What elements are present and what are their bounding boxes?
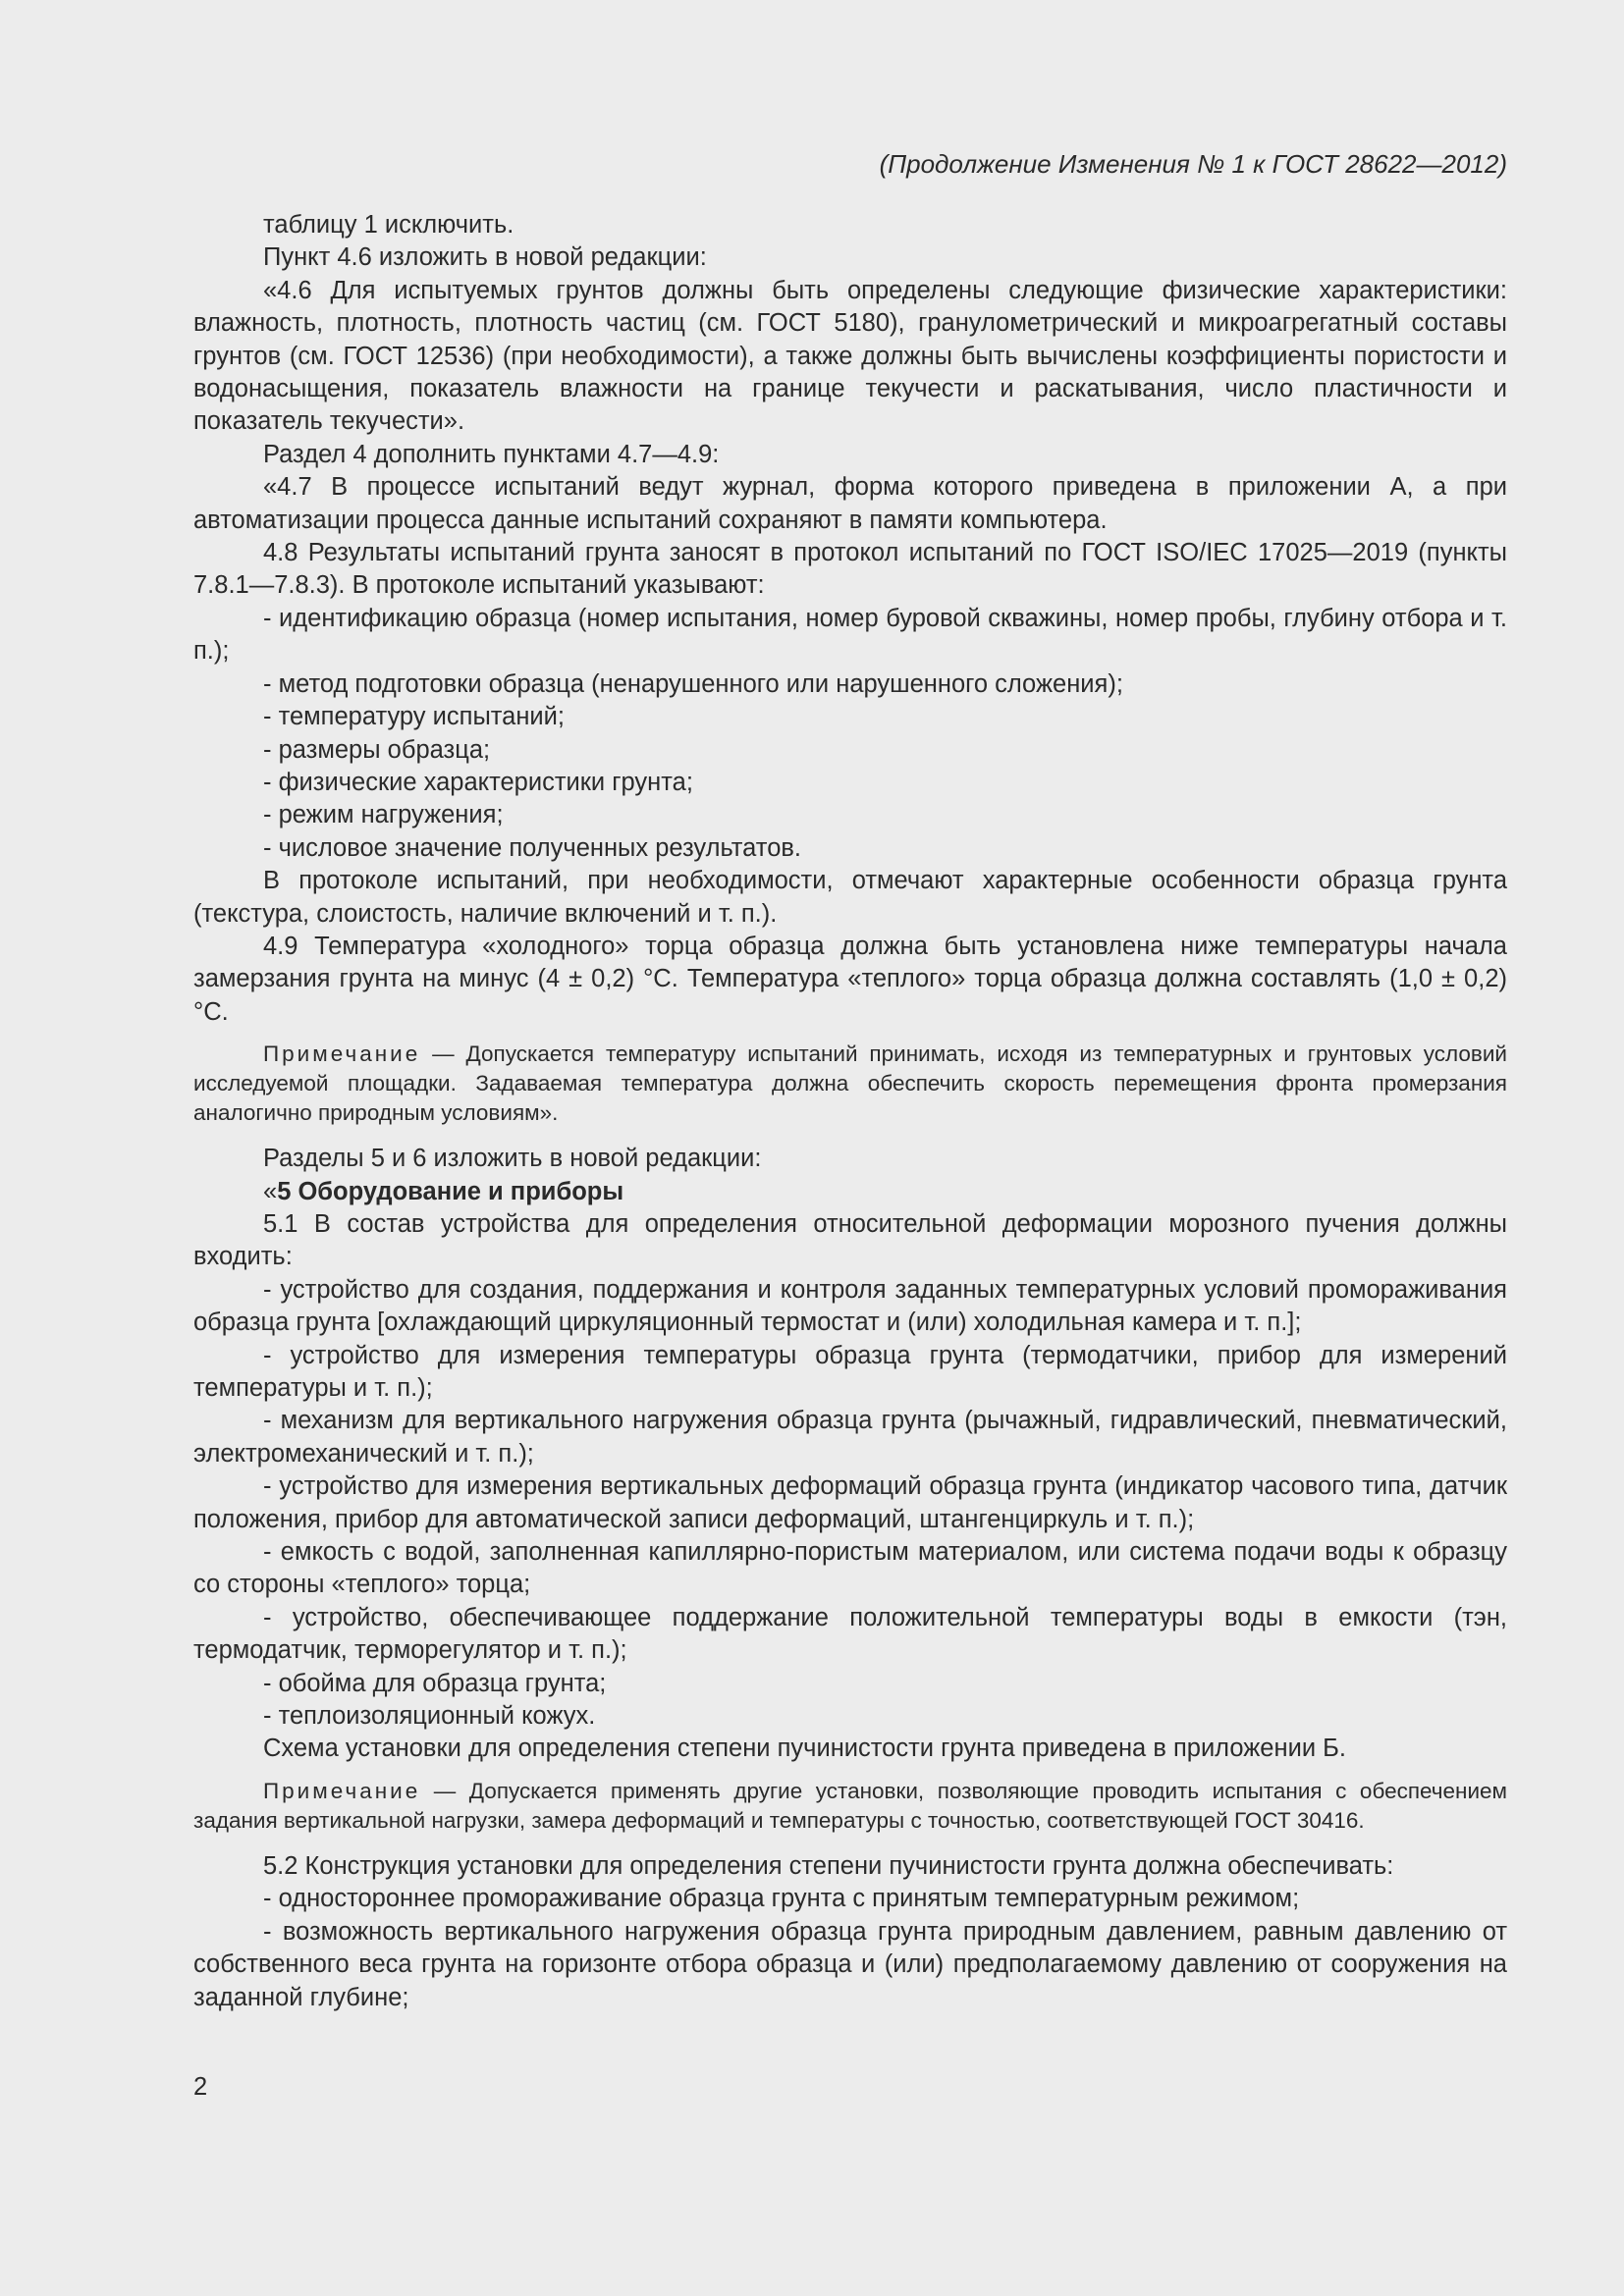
list-item: - размеры образца; bbox=[263, 735, 491, 764]
list-item: - возможность вертикального нагружения образца грунта природным давлением, равным давлению от собственного веса грунта на горизонте отбора образца и (или) предполагаемому давлению от сооружения на заданной глубине; bbox=[193, 1917, 1507, 2011]
note-text: — Допускается температуру испытаний принимать, исходя из температурных и грунтовых условий исследуемой площадки. Задаваемая температура должна обеспечить скорость перемещения фронта промерзания аналогично природным условиям». bbox=[193, 1041, 1507, 1126]
list-item: - устройство для измерения вертикальных деформаций образца грунта (индикатор часового типа, датчик положения, прибор для автоматической записи деформаций, штангенциркуль и т. п.); bbox=[193, 1472, 1507, 1533]
paragraph: «4.7 В процессе испытаний ведут журнал, форма которого приведена в приложении А, а при автоматизации процесса данные испытаний сохраняют в памяти компьютера. bbox=[193, 473, 1507, 534]
page-number: 2 bbox=[193, 2073, 208, 2101]
note-label: Примечание bbox=[263, 1041, 421, 1067]
list-item: - емкость с водой, заполненная капиллярно-пористым материалом, или система подачи воды к образцу со стороны «теплого» торца; bbox=[193, 1538, 1507, 1599]
list-item: - режим нагружения; bbox=[263, 801, 504, 829]
paragraph: «4.6 Для испытуемых грунтов должны быть определены следующие физические характеристики: влажность, плотность, плотность частиц (см. ГОСТ 5180), гранулометрический и микроагрегатный составы грунтов (см. ГОСТ 12536) (при необходимости), а также должны быть вычислены коэффициенты пористости и водонасыщения, показатель влажности на границе текучести и раскатывания, число пластичности и показатель текучести». bbox=[193, 276, 1507, 436]
paragraph: таблицу 1 исключить. bbox=[263, 211, 514, 239]
list-item: - одностороннее промораживание образца грунта с принятым температурным режимом; bbox=[263, 1885, 1300, 1913]
list-item: - теплоизоляционный кожух. bbox=[263, 1702, 596, 1731]
list-item: - механизм для вертикального нагружения образца грунта (рычажный, гидравлический, пневматический, электромеханический и т. п.); bbox=[193, 1407, 1507, 1468]
section-heading bbox=[193, 1176, 1507, 1208]
note-text: — Допускается применять другие установки, позволяющие проводить испытания с обеспечением задания вертикальной нагрузки, замера деформаций и температуры с точностью, соответствующей ГОСТ 30416. bbox=[193, 1778, 1507, 1833]
paragraph: В протоколе испытаний, при необходимости, отмечают характерные особенности образца грунта (текстура, слоистость, наличие включений и т. п.). bbox=[193, 867, 1507, 928]
list-item: - температуру испытаний; bbox=[263, 703, 565, 731]
list-item: - устройство, обеспечивающее поддержание положительной температуры воды в емкости (тэн, термодатчик, терморегулятор и т. п.); bbox=[193, 1603, 1507, 1665]
list-item: - устройство для измерения температуры образца грунта (термодатчики, прибор для измерений температуры и т. п.); bbox=[193, 1341, 1507, 1402]
body-text bbox=[193, 209, 1507, 1029]
paragraph: 4.8 Результаты испытаний грунта заносят в протокол испытаний по ГОСТ ISO/IEC 17025—2019 (пункты 7.8.1—7.8.3). В протоколе испытаний указывают: bbox=[193, 539, 1507, 600]
paragraph: Разделы 5 и 6 изложить в новой редакции: bbox=[263, 1145, 762, 1173]
list-item: - устройство для создания, поддержания и контроля заданных температурных условий промораживания образца грунта [охлаждающий циркуляционный термостат и (или) холодильная камера и т. п.]; bbox=[193, 1275, 1507, 1337]
page-header: (Продолжение Изменения № 1 к ГОСТ 28622—2012) bbox=[879, 149, 1507, 179]
body-text bbox=[193, 1143, 1507, 1766]
note-2 bbox=[193, 1777, 1507, 1836]
paragraph: Раздел 4 дополнить пунктами 4.7—4.9: bbox=[263, 440, 720, 468]
paragraph: 5.2 Конструкция установки для определения степени пучинистости грунта должна обеспечивать: bbox=[263, 1851, 1394, 1880]
paragraph: Пункт 4.6 изложить в новой редакции: bbox=[263, 243, 707, 272]
list-item: - обойма для образца грунта; bbox=[263, 1669, 607, 1697]
list-item: - числовое значение полученных результатов. bbox=[263, 833, 802, 862]
document-page bbox=[193, 147, 1507, 2014]
note-1 bbox=[193, 1040, 1507, 1128]
heading-quote: « bbox=[263, 1177, 278, 1205]
body-text bbox=[193, 1850, 1507, 2014]
list-item: - метод подготовки образца (ненарушенного или нарушенного сложения); bbox=[263, 669, 1123, 698]
heading-title: 5 Оборудование и приборы bbox=[277, 1177, 624, 1205]
list-item: - идентификацию образца (номер испытания, номер буровой скважины, номер пробы, глубину отбора и т. п.); bbox=[193, 604, 1507, 666]
list-item: - физические характеристики грунта; bbox=[263, 768, 693, 796]
note-label: Примечание bbox=[263, 1778, 421, 1803]
paragraph: 4.9 Температура «холодного» торца образца должна быть установлена ниже температуры начала замерзания грунта на минус (4 ± 0,2) °С. Температура «теплого» торца образца должна составлять (1,0 ± 0,2) °С. bbox=[193, 932, 1507, 1026]
paragraph: Схема установки для определения степени пучинистости грунта приведена в приложении Б. bbox=[263, 1735, 1346, 1763]
paragraph: 5.1 В состав устройства для определения относительной деформации морозного пучения должны входить: bbox=[193, 1209, 1507, 1271]
